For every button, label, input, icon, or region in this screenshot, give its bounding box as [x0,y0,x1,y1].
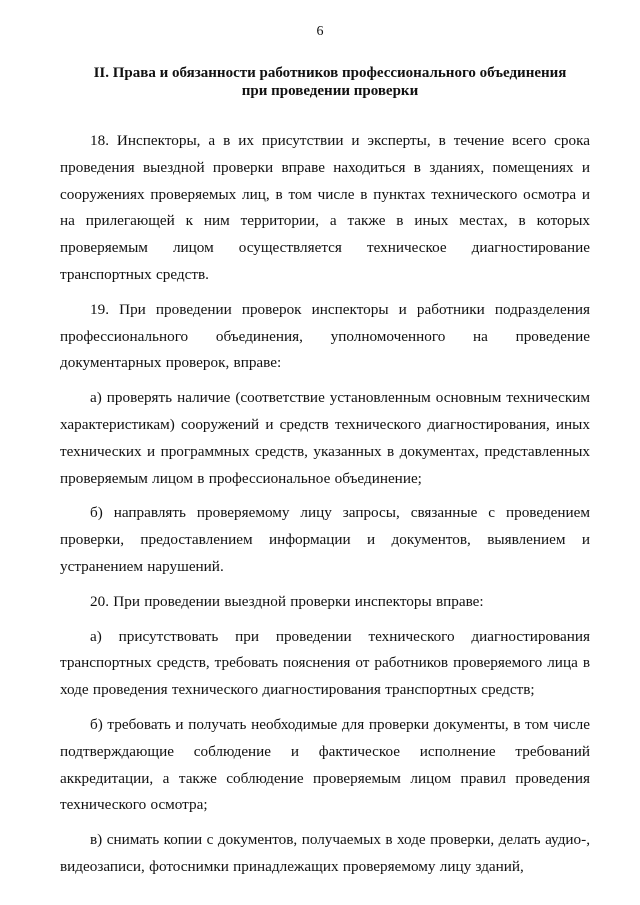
document-body [60,128,590,889]
section-heading [60,64,600,100]
paragraph-20: 20. При проведении выездной проверки инспекторы вправе: [90,592,484,610]
paragraph-19-b: б) направлять проверяемому лицу запросы, связанные с проведением проверки, предоставлением информации и документов, выявлением и устранением нарушений. [60,504,590,575]
paragraph-20-b: б) требовать и получать необходимые для проверки документы, в том числе подтверждающие соблюдение и фактическое исполнение требований аккредитации, а также соблюдение проверяемым лицом правил проведения технического осмотра; [60,715,590,814]
paragraph-18: 18. Инспекторы, а в их присутствии и эксперты, в течение всего срока проведения выездной проверки вправе находиться в зданиях, помещениях и сооружениях проверяемых лиц, в том числе в пунктах технического осмотра и на прилегающей к ним территории, а также в иных местах, в которых проверяемым лицом осуществляется техническое диагностирование транспортных средств. [60,132,590,283]
paragraph-20-v: в) снимать копии с документов, получаемых в ходе проверки, делать аудио-, видеозаписи, фотоснимки принадлежащих проверяемому лицу зданий, [60,831,590,875]
paragraph-19: 19. При проведении проверок инспекторы и работники подразделения профессионального объединения, уполномоченного на проведение документарных проверок, вправе: [60,300,590,372]
section-heading-line-2: при проведении проверки [241,83,419,99]
section-heading-line-1: II. Права и обязанности работников профессионального объединения [93,65,567,81]
paragraph-19-a: а) проверять наличие (соответствие установленным основным техническим характеристикам) сооружений и средств технического диагностирования, иных технических и программных средств, указанных в документах, представленных проверяемым лицом в профессиональное объединение; [60,389,590,487]
paragraph-20-a: а) присутствовать при проведении технического диагностирования транспортных средств, требовать пояснения от работников проверяемого лица в ходе проведения технического диагностирования транспортных средств; [60,627,590,699]
page-number: 6 [316,24,324,39]
